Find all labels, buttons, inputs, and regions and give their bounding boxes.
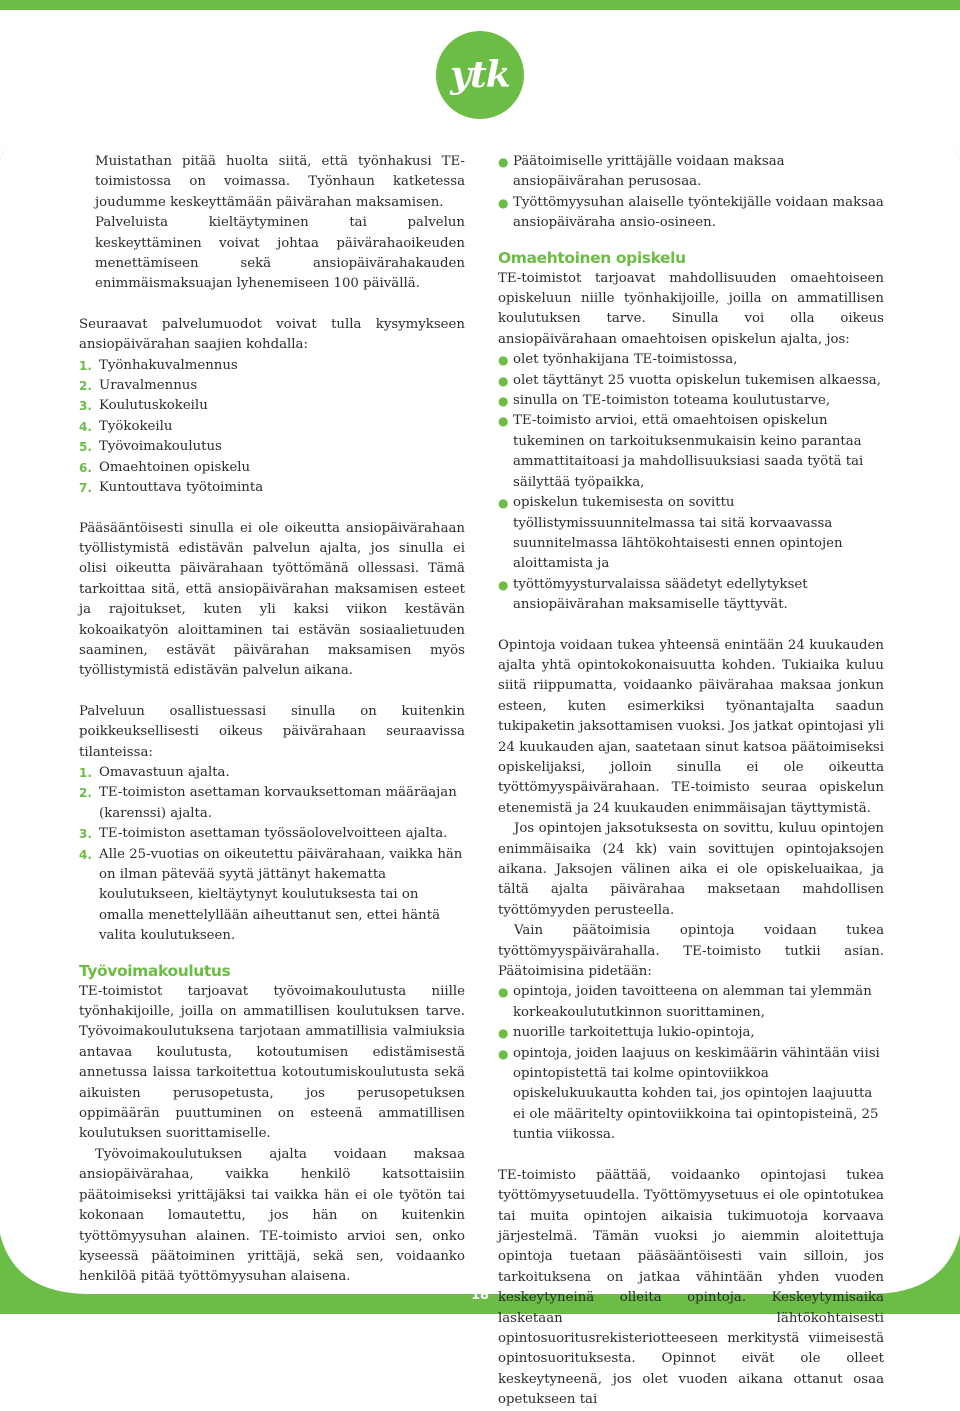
right-column bbox=[498, 152, 884, 1411]
list-item: ● sinulla on TE-toimiston toteama koulutustarve, bbox=[498, 391, 884, 411]
bullet-icon: ● bbox=[498, 195, 509, 210]
list-item: 1. Omavastuun ajalta. bbox=[79, 764, 230, 780]
bullet-icon: ● bbox=[498, 496, 509, 511]
paragraph-tyovoima-benefit: Työvoimakoulutuksen ajalta voidaan maksaa ansiopäivärahaa, vaikka henkilö katsottaisiin päätoimiseksi yrittäjäksi tai vaikka hän ei ole työtön tai kokonaan lomautettu, jos hän on kuitenkin työttömyysuhan alainen. TE-toimisto arvioi sen, onko kyseessä päätoiminen yrittäjä, sekä sen, voidaanko henkilöä pitää työttömyysuhan alaisena. bbox=[79, 1146, 465, 1285]
list-item: 4. Työkokeilu bbox=[79, 418, 173, 434]
bullet-icon: ● bbox=[498, 373, 509, 388]
exceptions-list bbox=[79, 763, 465, 947]
list-item: ● nuorille tarkoitettuja lukio-opintoja, bbox=[498, 1023, 884, 1043]
paragraph-services-intro: Seuraavat palvelumuodot voivat tulla kysymykseen ansiopäivärahan saajien kohdalla: bbox=[79, 316, 465, 353]
bullet-icon: ● bbox=[498, 985, 509, 1000]
bullet-icon: ● bbox=[498, 414, 509, 429]
paragraph-refusal: Palveluista kieltäytyminen tai palvelun keskeyttäminen voivat johtaa päivärahaoikeuden menettämiseen sekä ansiopäivärahakauden enimmäismaksuajan lyhenemiseen 100 päivällä. bbox=[95, 215, 465, 292]
list-item: 3. Koulutuskokeilu bbox=[79, 398, 208, 414]
paragraph-periodization: Jos opintojen jaksotuksesta on sovittu, kuluu opintojen enimmäisaika (24 kk) vain sovittujen opintojaksojen aikana. Jaksojen välinen aika ei ole opiskeluaikaa, ja tältä ajalta päivärahaa maksetaan mahdollisen työttömyyden perusteella. bbox=[498, 821, 884, 918]
list-item: 2. TE-toimiston asettaman korvauksettoman määräajan (karenssi) ajalta. bbox=[79, 785, 457, 821]
paragraph-main-rule: Pääsääntöisesti sinulla ei ole oikeutta ansiopäivärahaan työllistymistä edistävän palvelun ajalta, jos sinulla ei olisi oikeutta päivärahaan työttömänä ollessasi. Tämä tarkoittaa sitä, että ansiopäivärahan maksamisen esteet ja rajoitukset, kuten yli kaksi viikon kestävän kokoaikatyön aloittaminen tai estävän sosiaalietuuden saaminen, estävät päivärahan maksamisen myös työllistymistä edistävän palvelun aikana. bbox=[79, 520, 465, 679]
page-number: 18 bbox=[470, 1288, 490, 1303]
list-item: 1. Työnhakuvalmennus bbox=[79, 357, 238, 373]
paragraph-jobsearch-validity: Muistathan pitää huolta siitä, että työnhakusi TE-toimistossa on voimassa. Työnhaun katketessa joudumme keskeyttämään päivärahan maksamisen. bbox=[95, 154, 465, 210]
list-item: ● Työttömyysuhan alaiselle työntekijälle voidaan maksaa ansiopäiväraha ansio-osineen. bbox=[498, 193, 884, 234]
fulltime-list bbox=[498, 982, 884, 1145]
bullet-icon: ● bbox=[498, 1026, 509, 1041]
entrepreneur-bullets bbox=[498, 152, 884, 234]
list-item: ● olet täyttänyt 25 vuotta opiskelun tukemisen alkaessa, bbox=[498, 371, 884, 391]
list-item: 4. Alle 25-vuotias on oikeutettu päivärahaan, vaikka hän on ilman pätevää syytä jättänyt hakematta koulutukseen, kieltäytynyt koulutuksesta tai on omalla menettelyllään aiheuttanut sen, ettei häntä valita koulutukseen. bbox=[79, 846, 463, 944]
paragraph-omaehtoinen-intro: TE-toimistot tarjoavat mahdollisuuden omaehtoiseen opiskeluun niille työnhakijoille, joilla on ammatillisen koulutuksen tarve. Sinulla voi olla oikeus ansiopäivärahaan omaehtoisen opiskelun ajalta, jos: bbox=[498, 270, 884, 347]
list-item: ● opintoja, joiden tavoitteena on alemman tai ylemmän korkeakoulututkinnon suorittaminen, bbox=[498, 982, 884, 1023]
list-item: ● opiskelun tukemisesta on sovittu työllistymissuunnitelmassa tai sitä korvaavassa suunnitelmassa lähtökohtaisesti ennen opintojen aloittamista ja bbox=[498, 493, 884, 575]
list-item: ● työttömyysturvalaissa säädetyt edellytykset ansiopäivärahan maksamiselle täyttyvät. bbox=[498, 575, 884, 616]
list-item: 3. TE-toimiston asettaman työssäolovelvoitteen ajalta. bbox=[79, 826, 448, 842]
paragraph-tyovoima-intro: TE-toimistot tarjoavat työvoimakoulutusta niille työnhakijoille, joilla on ammatillisen koulutuksen tarve. Työvoimakoulutuksena tarjotaan ammatillisia valmiuksia antavaa koulutusta, kotoutumisen edistämisestä annetussa laissa tarkoitettua kotoutumiskoulutusta sekä aikuisten perusopetusta, jos perusopetuksen oppimäärän puuttuminen on esteenä ammatillisen koulutuksen suorittamiselle. bbox=[79, 983, 465, 1142]
heading-omaehtoinen-opiskelu: Omaehtoinen opiskelu bbox=[498, 248, 686, 267]
heading-tyovoimakoulutus: Työvoimakoulutus bbox=[79, 961, 231, 980]
list-item: 7. Kuntouttava työtoiminta bbox=[79, 480, 264, 496]
left-column bbox=[79, 152, 465, 1288]
list-item: ● opintoja, joiden laajuus on keskimäärin vähintään viisi opintopistettä tai kolme opintoviikkoa opiskelukuukautta kohden tai, jos opintojen laajuutta ei ole määritelty opintoviikkoina tai opintopisteinä, 25 tuntia viikossa. bbox=[498, 1044, 884, 1146]
logo-text: ytk bbox=[450, 54, 510, 96]
list-item: ● Päätoimiselle yrittäjälle voidaan maksaa ansiopäivärahan perusosaa. bbox=[498, 152, 884, 193]
bullet-icon: ● bbox=[498, 353, 509, 368]
list-item: ● olet työnhakijana TE-toimistossa, bbox=[498, 350, 884, 370]
ytk-logo bbox=[436, 31, 524, 119]
list-item: 6. Omaehtoinen opiskelu bbox=[79, 459, 251, 475]
bullet-icon: ● bbox=[498, 577, 509, 592]
paragraph-support-duration: Opintoja voidaan tukea yhteensä enintään 24 kuukauden ajalta yhtä opintokokonaisuutta kohden. Tukiaika kuluu siitä riippumatta, voidaanko päivärahaa maksaa jonkun esteen, kuten esimerkiksi työnantajalta saadun tukipaketin jaksottamisen vuoksi. Jos jatkat opintojasi yli 24 kuukauden ajan, saatetaan sinut katsoa päätoimiseksi opiskelijaksi, jolloin sinulla ei ole oikeutta työttömyyspäivärahaan. TE-toimisto seuraa opiskelun etenemistä ja 24 kuukauden enimmäisajan täyttymistä. bbox=[498, 637, 884, 816]
bullet-icon: ● bbox=[498, 155, 509, 169]
list-item: ● TE-toimisto arvioi, että omaehtoisen opiskelun tukeminen on tarkoituksenmukaisin keino parantaa ammattitaitoasi ja mahdollisuuksiasi saada työtä tai säilyttää työpaikka, bbox=[498, 411, 884, 493]
list-item: 5. Työvoimakoulutus bbox=[79, 439, 222, 455]
list-item: 2. Uravalmennus bbox=[79, 378, 198, 394]
bullet-icon: ● bbox=[498, 394, 509, 409]
services-list bbox=[79, 356, 465, 499]
conditions-list bbox=[498, 350, 884, 615]
paragraph-fulltime-intro: Vain päätoimisia opintoja voidaan tukea työttömyyspäivärahalla. TE-toimisto tutkii asian. Päätoimisina pidetään: bbox=[498, 923, 884, 980]
bullet-icon: ● bbox=[498, 1046, 509, 1061]
paragraph-te-decision: TE-toimisto päättää, voidaanko opintojasi tukea työttömyysetuudella. Työttömyysetuus ei ole opintotukea tai muita opintojen aikaisia tukimuotoja korvaava järjestelmä. Tämän vuoksi jo aiemmin aloitettuja opintoja tuetaan pääsääntöisesti vain silloin, jos tarkoituksena on jatkaa vähintään yhden vuoden keskeytyneinä olleita opintoja. Keskeytymisaika lasketaan lähtökohtaisesti opintosuoritusrekisteriotteeseen merkitystä viimeisestä opintosuorituksesta. Opinnot eivät ole olleet keskeytyneenä, jos olet vuoden aikana ottanut osaa opetukseen tai bbox=[498, 1167, 884, 1408]
paragraph-exceptions-intro: Palveluun osallistuessasi sinulla on kuitenkin poikkeuksellisesti oikeus päivärahaan seuraavissa tilanteissa: bbox=[79, 703, 465, 760]
